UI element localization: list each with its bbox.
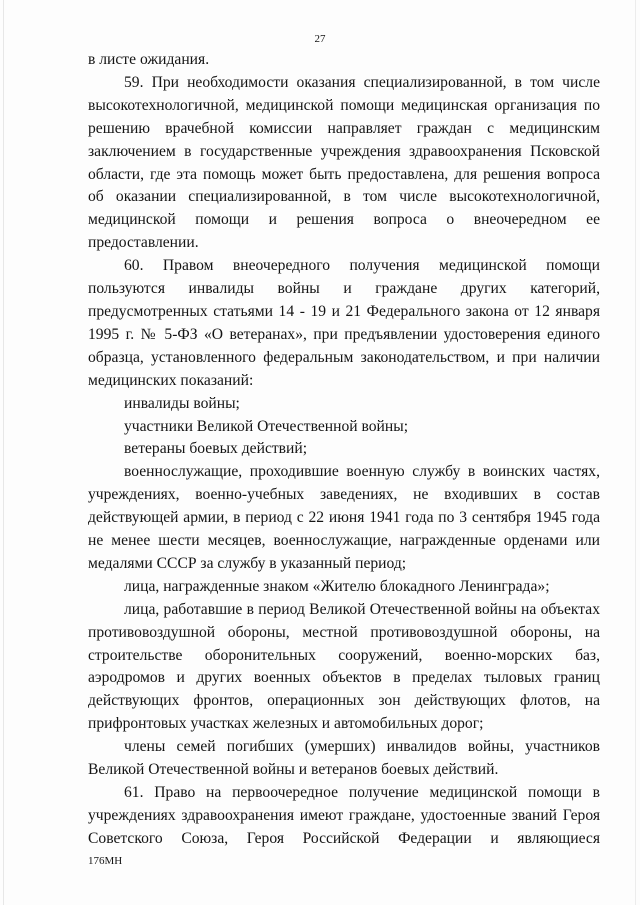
page-number: 27 <box>314 33 326 45</box>
paragraph-59: 59. При необходимости оказания специализированной, в том числе высокотехнологичной, медицинской помощи медицинская организация по решению врачебной комиссии направляет граждан с медицинским заключением в государственные учреждения здравоохранения Псковской области, где эта помощь может быть предоставлена, для решения вопроса об оказании специализированной, в том числе высокотехнологичной, медицинской помощи и решения вопроса о внеочередном ее предоставлении. <box>88 73 600 252</box>
paragraph-60: 60. Правом внеочередного получения медицинской помощи пользуются инвалиды войны и граждане других категорий, предусмотренных статьями 14 - 19 и 21 Федерального закона от 12 января 1995 г. № 5-ФЗ «О ветеранах», при предъявлении удостоверения единого образца, установленного федеральным законодательством, и при наличии медицинских показаний: <box>88 257 600 389</box>
list-item: инвалиды войны; <box>124 394 240 412</box>
list-item: члены семей погибших (умерших) инвалидов войны, участников Великой Отечественной войны и ветеранов боевых действий. <box>88 738 600 779</box>
list-item: лица, награжденные знаком «Жителю блокадного Ленинграда»; <box>124 577 550 595</box>
body-text <box>88 49 600 851</box>
list-item: военнослужащие, проходившие военную службу в воинских частях, учреждениях, военно-учебных заведениях, не входивших в состав действующей армии, в период с 22 июня 1941 года по 3 сентября 1945 года не менее шести месяцев, военнослужащие, награжденные орденами или медалями СССР за службу в указанный период; <box>88 463 600 572</box>
paragraph: в листе ожидания. <box>88 51 210 68</box>
scan-edge-left <box>3 0 4 905</box>
paragraph-61: 61. Право на первоочередное получение медицинской помощи в учреждениях здравоохранения имеют граждане, удостоенные званий Героя Советского Союза, Героя Российской Федерации и являющиеся <box>88 784 600 847</box>
list-item: лица, работавшие в период Великой Отечественной войны на объектах противовоздушной обороны, местной противовоздушной обороны, на строительстве оборонительных сооружений, военно-морских баз, аэродромов и других военных объектов в пределах тыловых границ действующих фронтов, операционных зон действующих флотов, на прифронтовых участках железных и автомобильных дорог; <box>88 600 600 733</box>
footer-code: 176МН <box>88 855 123 867</box>
scan-edge-right <box>635 0 636 905</box>
list-item: участники Великой Отечественной войны; <box>124 417 409 435</box>
list-item: ветераны боевых действий; <box>124 440 308 458</box>
